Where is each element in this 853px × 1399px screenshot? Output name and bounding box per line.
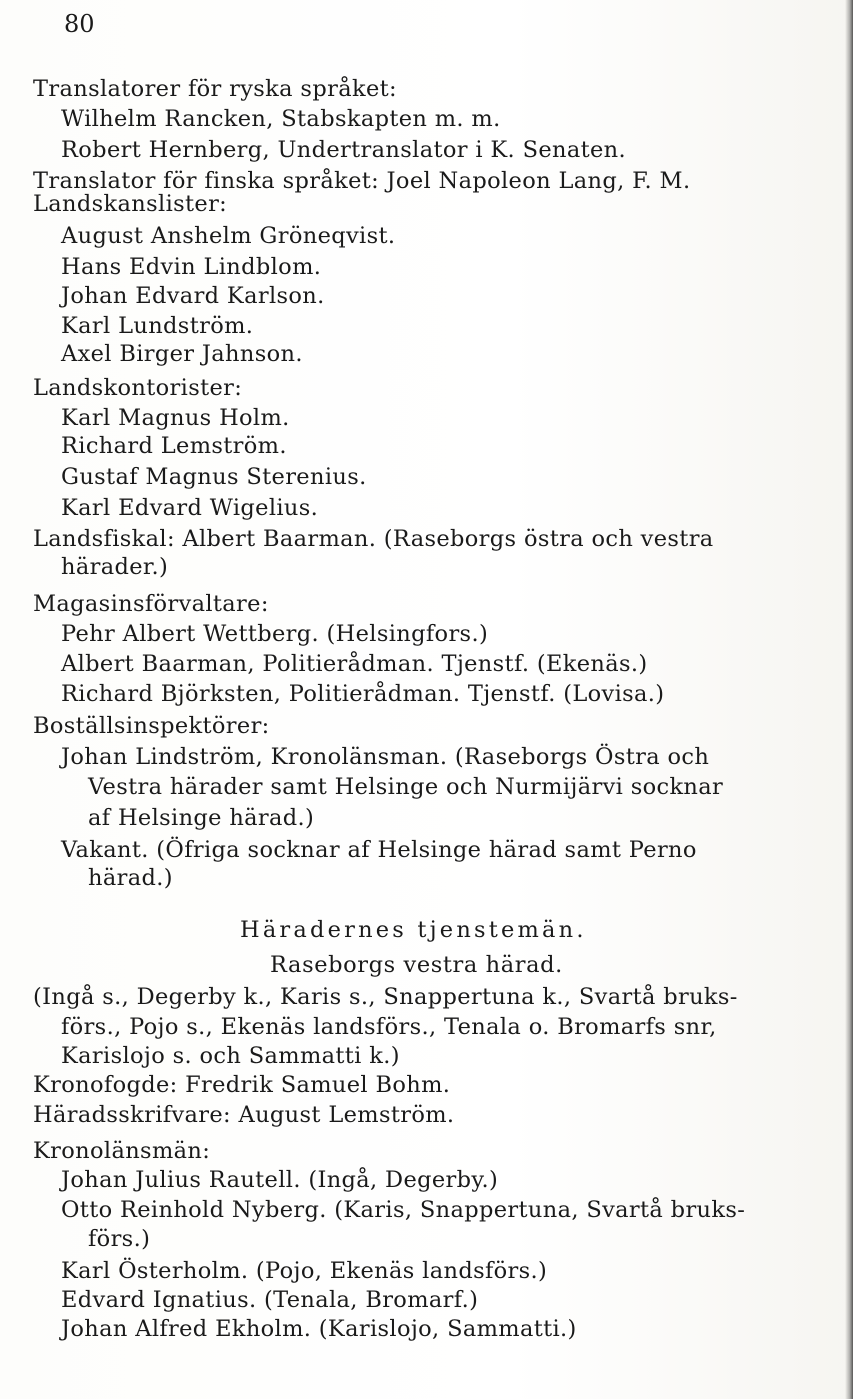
list-item: Axel Birger Jahnson. bbox=[61, 341, 303, 367]
list-item-continuation: härad.) bbox=[88, 865, 173, 891]
list-item: Johan Alfred Ekholm. (Karislojo, Sammatti.) bbox=[61, 1316, 577, 1342]
heading-bostallsinspektorer: Boställsinspektörer: bbox=[33, 713, 270, 739]
heading-landskanslister: Landskanslister: bbox=[33, 191, 228, 217]
landsfiskal-line: Landsfiskal: Albert Baarman. (Raseborgs östra och vestra bbox=[33, 526, 714, 552]
list-item: Albert Baarman, Politierådman. Tjenstf. (Ekenäs.) bbox=[61, 651, 648, 677]
list-item: Johan Lindström, Kronolänsman. (Raseborgs Östra och bbox=[61, 744, 710, 770]
page-edge-shadow bbox=[845, 0, 853, 1399]
parish-list-line: (Ingå s., Degerby k., Karis s., Snappertuna k., Svartå bruks- bbox=[33, 984, 738, 1010]
list-item: Richard Björksten, Politierådman. Tjenstf. (Lovisa.) bbox=[61, 681, 665, 707]
list-item: Richard Lemström. bbox=[61, 433, 287, 459]
list-item-continuation: af Helsinge härad.) bbox=[88, 805, 315, 831]
section-title: Häradernes tjenstemän. bbox=[240, 917, 587, 943]
list-item: Gustaf Magnus Sterenius. bbox=[61, 464, 367, 490]
subsection-title: Raseborgs vestra härad. bbox=[270, 952, 563, 978]
list-item: Wilhelm Rancken, Stabskapten m. m. bbox=[61, 106, 501, 132]
parish-list-line: Karislojo s. och Sammatti k.) bbox=[61, 1043, 400, 1069]
landsfiskal-continuation: härader.) bbox=[61, 554, 169, 580]
heading-landskontorister: Landskontorister: bbox=[33, 375, 243, 401]
list-item: Johan Edvard Karlson. bbox=[61, 283, 325, 309]
list-item: Hans Edvin Lindblom. bbox=[61, 254, 322, 280]
list-item-continuation: förs.) bbox=[88, 1226, 151, 1252]
list-item: Pehr Albert Wettberg. (Helsingfors.) bbox=[61, 621, 489, 647]
list-item: Robert Hernberg, Undertranslator i K. Senaten. bbox=[61, 137, 626, 163]
list-item: Vakant. (Öfriga socknar af Helsinge härad samt Perno bbox=[61, 837, 697, 863]
list-item-continuation: Vestra härader samt Helsinge och Nurmijärvi socknar bbox=[88, 774, 724, 800]
heading-translators-russian: Translatorer för ryska språket: bbox=[33, 76, 397, 102]
haradsskrifvare-line: Häradsskrifvare: August Lemström. bbox=[33, 1102, 455, 1128]
list-item: Karl Edvard Wigelius. bbox=[61, 495, 319, 521]
list-item: Edvard Ignatius. (Tenala, Bromarf.) bbox=[61, 1287, 479, 1313]
list-item: Karl Österholm. (Pojo, Ekenäs landsförs.) bbox=[61, 1258, 548, 1284]
translator-finnish-line: Translator för finska språket: Joel Napoleon Lang, F. M. bbox=[33, 168, 691, 194]
list-item: August Anshelm Gröneqvist. bbox=[61, 223, 396, 249]
list-item: Karl Lundström. bbox=[61, 313, 254, 339]
heading-kronolansman: Kronolänsmän: bbox=[33, 1138, 211, 1164]
heading-magasinsforvaltare: Magasinsförvaltare: bbox=[33, 591, 269, 617]
list-item: Johan Julius Rautell. (Ingå, Degerby.) bbox=[61, 1167, 499, 1193]
kronofogde-line: Kronofogde: Fredrik Samuel Bohm. bbox=[33, 1072, 451, 1098]
list-item: Otto Reinhold Nyberg. (Karis, Snappertuna, Svartå bruks- bbox=[61, 1197, 746, 1223]
parish-list-line: förs., Pojo s., Ekenäs landsförs., Tenala o. Bromarfs snr, bbox=[61, 1014, 717, 1040]
page-number: 80 bbox=[64, 10, 95, 38]
list-item: Karl Magnus Holm. bbox=[61, 405, 290, 431]
